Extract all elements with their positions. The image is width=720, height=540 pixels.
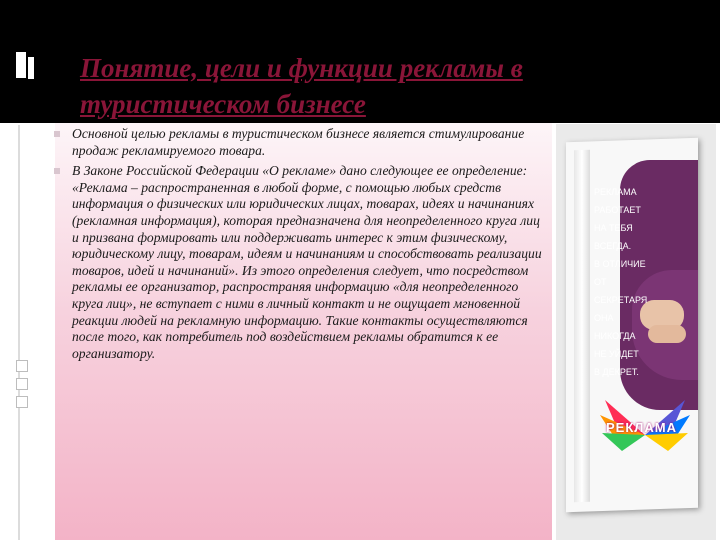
bullet-item	[62, 126, 550, 159]
bullet-icon	[54, 168, 60, 174]
decorative-square-icon	[16, 360, 28, 372]
bullet-text: В Законе Российской Федерации «О рекламе» дано следующее ее определение: «Реклама – распространенная в любой форме, с помощью любых средств информация о физических или юридических лицах, товарах, идеях и начинаниях (рекламная информация), которая предназначена для неопределенного круга лиц и призвана формировать или поддерживать интерес к этим физическому, юридическому лицу, товарам, идеям и начинаниям и способствовать реализации товаров, идей и начинаний». Из этого определения следует, что посредством рекламы ее организатор, распространяя информацию «для неопределенного круга лиц», не вступает с ними в личный контакт и не ощущает мгновенной реакции людей на рекламную информацию. Такие контакты осуществляются после того, как потребитель под воздействием рекламы обратится к ее организатору.	[72, 163, 542, 361]
poster-text	[594, 183, 656, 381]
bullet-list	[62, 126, 550, 366]
poster-line: НЕ УЙДЕТ	[594, 349, 639, 359]
decorative-square-icon	[16, 378, 28, 390]
bullet-item	[62, 163, 550, 362]
logo-label: РЕКЛАМА	[606, 420, 678, 435]
bullet-text: Основной целью рекламы в туристическом бизнесе является стимулирование продаж рекламируемого товара.	[72, 126, 525, 158]
poster-line: РЕКЛАМА РАБОТАЕТ	[594, 187, 641, 215]
poster-fold	[574, 150, 590, 503]
poster-line: В ДЕКРЕТ.	[594, 367, 639, 377]
poster-line: В ОТЛИЧИЕ ОТ	[594, 259, 646, 287]
slide-title: Понятие, цели и функции рекламы в туристическом бизнесе	[80, 53, 523, 119]
decorative-line	[18, 125, 20, 540]
poster-line: НА ТЕБЯ ВСЕГДА.	[594, 223, 633, 251]
title-marker-icon	[16, 52, 26, 78]
decorative-square-icon	[16, 396, 28, 408]
poster-line: СЕКРЕТАРЯ	[594, 295, 648, 305]
poster-line: ОНА НИКОГДА	[594, 313, 636, 341]
title-marker-icon	[28, 57, 34, 79]
bullet-icon	[54, 131, 60, 137]
